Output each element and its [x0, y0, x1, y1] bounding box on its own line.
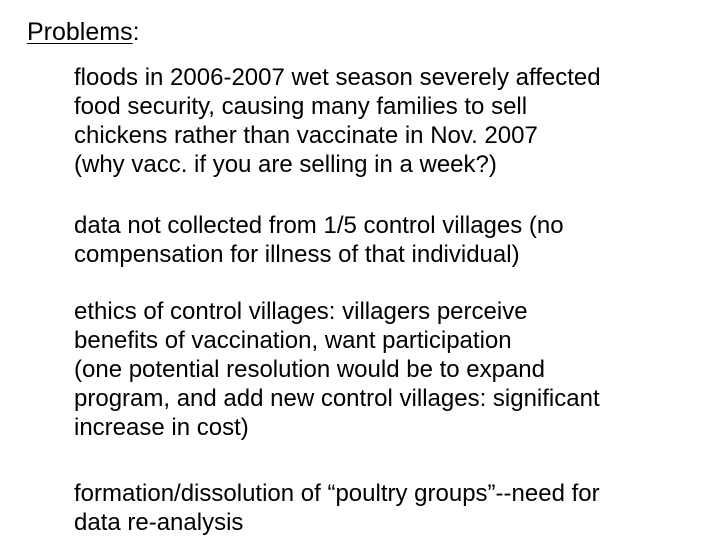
problem-item-ethics: [74, 297, 714, 442]
slide-title-word: Problems: [27, 18, 133, 46]
problem-text-line: compensation for illness of that individual): [74, 241, 520, 268]
problem-text-line: food security, causing many families to sell: [74, 93, 528, 120]
problem-text-line: formation/dissolution of “poultry groups”--need for: [74, 480, 600, 507]
problem-text-line: benefits of vaccination, want participation: [74, 327, 512, 354]
problem-text-line: (why vacc. if you are selling in a week?): [74, 151, 497, 178]
problem-text-line: data re-analysis: [74, 509, 244, 536]
problem-text-line: data not collected from 1/5 control villages (no: [74, 212, 564, 239]
problem-item-data-not-collected: [74, 211, 714, 269]
problem-item-poultry-groups: [74, 479, 714, 537]
problem-item-floods: [74, 63, 714, 179]
problem-text-line: (one potential resolution would be to expand: [74, 356, 545, 383]
problem-text-line: ethics of control villages: villagers perceive: [74, 298, 528, 325]
problem-text-line: program, and add new control villages: significant: [74, 385, 600, 412]
problem-text-line: chickens rather than vaccinate in Nov. 2007: [74, 122, 538, 149]
problem-text-line: increase in cost): [74, 414, 249, 441]
problem-text-line: floods in 2006-2007 wet season severely affected: [74, 64, 601, 91]
slide-title-colon: :: [132, 18, 140, 46]
slide-title: [27, 17, 140, 47]
